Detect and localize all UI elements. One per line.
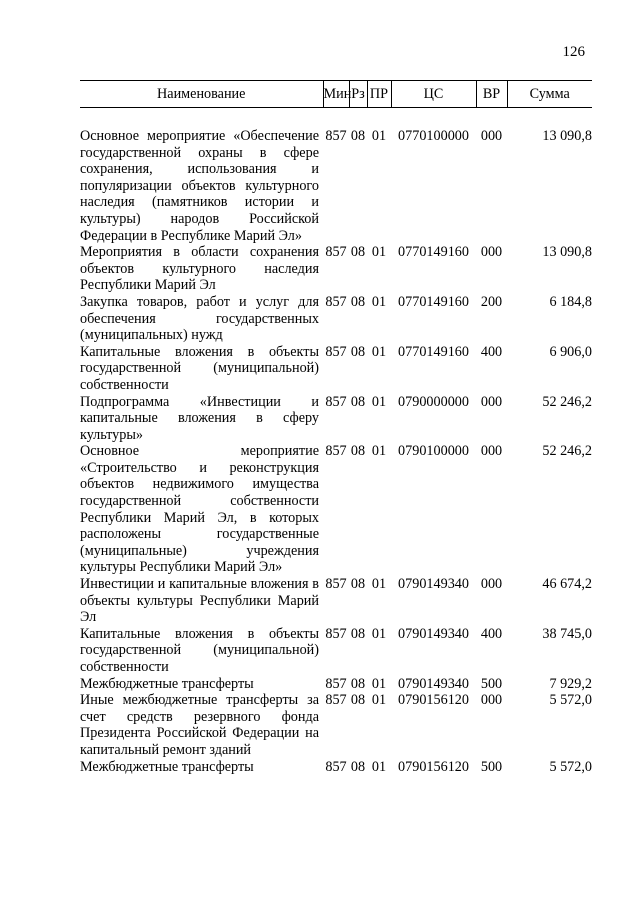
cell-sum: 13 090,8 [542,244,592,261]
cell-pr: 01 [371,244,387,261]
cell-name: Мероприятия в области сохранения объектов культурного наследия Республики Марий Эл [80,244,319,294]
cell-cs: 0790149340 [398,625,469,642]
cell-rz: 08 [350,244,366,261]
cell-min: 857 [325,293,347,310]
cell-name: Капитальные вложения в объекты государственной (муниципальной) собственности [80,625,319,675]
cell-name: Основное мероприятие «Строительство и реконструкция объектов недвижимого имущества государственной собственности Республики Марий Эл, в которых расположены государственные (муниципальные) учреждения культуры Республики Марий Эл» [80,443,319,576]
cell-rz: 08 [350,625,366,642]
cell-cs: 0790149340 [398,576,469,593]
cell-min: 857 [325,576,347,593]
cell-min: 857 [325,675,347,692]
cell-vr: 400 [480,625,503,642]
cell-name: Инвестиции и капитальные вложения в объекты культуры Республики Марий Эл [80,576,319,626]
cell-sum: 5 572,0 [549,758,592,775]
cell-vr: 200 [480,293,503,310]
cell-cs: 0790000000 [398,393,469,410]
cell-rz: 08 [350,692,366,709]
cell-sum: 38 745,0 [542,625,592,642]
cell-cs: 0770149160 [398,343,469,360]
cell-sum: 52 246,2 [542,393,592,410]
cell-rz: 08 [350,576,366,593]
header-name: Наименование [80,81,323,108]
cell-sum: 46 674,2 [542,576,592,593]
header-rz: Рз [349,81,367,108]
cell-cs: 0770100000 [398,128,469,144]
cell-min: 857 [325,244,347,261]
cell-min: 857 [325,625,347,642]
cell-pr: 01 [371,393,387,410]
table-row [80,244,592,294]
cell-rz: 08 [350,128,366,144]
cell-sum: 6 906,0 [549,343,592,360]
cell-sum: 7 929,2 [549,675,592,692]
cell-sum: 52 246,2 [542,443,592,460]
cell-pr: 01 [371,675,387,692]
header-cs: ЦС [391,81,476,108]
header-vr: ВР [476,81,507,108]
cell-pr: 01 [371,625,387,642]
cell-pr: 01 [371,128,387,144]
cell-rz: 08 [350,443,366,460]
cell-sum: 13 090,8 [542,128,592,144]
table-row [80,692,592,758]
cell-vr: 000 [480,244,503,261]
cell-rz: 08 [350,758,366,775]
table-body [80,108,592,776]
cell-sum: 5 572,0 [549,692,592,709]
cell-name: Иные межбюджетные трансферты за счет средств резервного фонда Президента Российской Федерации на капитальный ремонт зданий [80,692,319,758]
cell-vr: 000 [480,443,503,460]
cell-rz: 08 [350,675,366,692]
cell-rz: 08 [350,293,366,310]
cell-min: 857 [325,443,347,460]
cell-pr: 01 [371,293,387,310]
cell-pr: 01 [371,343,387,360]
cell-min: 857 [325,343,347,360]
header-pr: ПР [367,81,391,108]
cell-vr: 000 [480,128,503,144]
table-row [80,576,592,626]
table-row [80,676,592,693]
cell-pr: 01 [371,692,387,709]
cell-cs: 0790156120 [398,692,469,709]
table-row [80,759,592,776]
cell-name: Подпрограмма «Инвестиции и капитальные вложения в сферу культуры» [80,393,319,443]
cell-min: 857 [325,128,347,144]
table-row [80,294,592,344]
cell-vr: 000 [480,393,503,410]
cell-rz: 08 [350,343,366,360]
table-header [80,81,592,108]
table-row [80,344,592,394]
cell-cs: 0790100000 [398,443,469,460]
header-sum: Сумма [507,81,592,108]
cell-cs: 0790149340 [398,675,469,692]
budget-table [80,80,592,775]
cell-name: Основное мероприятие «Обеспечение государственной охраны в сфере сохранения, использования и популяризации объектов культурного наследия (памятников истории и культуры) народов Российской Федерации в Республике Марий Эл» [80,128,319,244]
cell-name: Капитальные вложения в объекты государственной (муниципальной) собственности [80,343,319,393]
cell-vr: 500 [480,675,503,692]
cell-cs: 0790156120 [398,758,469,775]
budget-table-container [80,80,592,775]
cell-vr: 500 [480,758,503,775]
cell-vr: 000 [480,576,503,593]
cell-min: 857 [325,758,347,775]
cell-rz: 08 [350,393,366,410]
cell-pr: 01 [371,576,387,593]
cell-sum: 6 184,8 [549,293,592,310]
table-row [80,394,592,444]
cell-name: Межбюджетные трансферты [80,675,254,692]
cell-cs: 0770149160 [398,293,469,310]
cell-vr: 400 [480,343,503,360]
cell-name: Межбюджетные трансферты [80,758,254,775]
cell-vr: 000 [480,692,503,709]
cell-cs: 0770149160 [398,244,469,261]
cell-min: 857 [325,692,347,709]
cell-name: Закупка товаров, работ и услуг для обеспечения государственных (муниципальных) нужд [80,293,319,344]
header-min: Мин [323,81,349,108]
table-row [80,443,592,576]
cell-pr: 01 [371,758,387,775]
table-row [80,626,592,676]
cell-pr: 01 [371,443,387,460]
page-number: 126 [562,44,585,60]
table-row [80,128,592,244]
cell-min: 857 [325,393,347,410]
